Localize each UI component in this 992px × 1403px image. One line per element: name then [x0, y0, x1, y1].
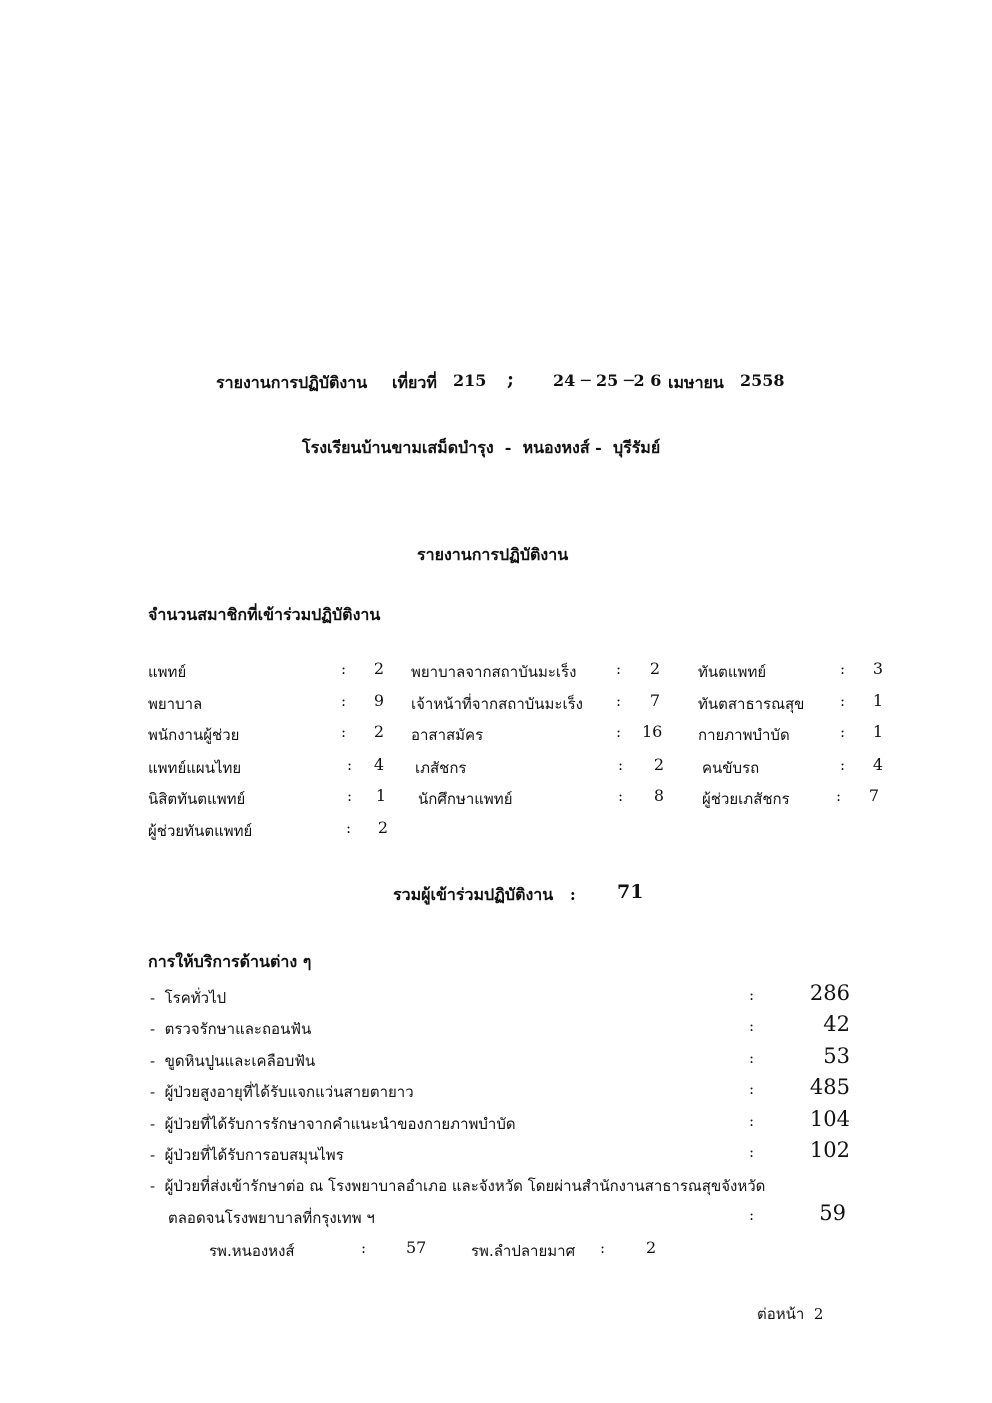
member-role-label: นิสิตทันตแพทย์ [148, 790, 246, 808]
service-item-colon: : [749, 1080, 755, 1098]
report-title: รายงานการปฏิบัติงาน [417, 545, 569, 564]
header-separator: ; [507, 368, 515, 390]
member-role-label: พนักงานผู้ช่วย [148, 726, 240, 744]
total-value: 71 [617, 881, 644, 903]
member-colon: : [836, 787, 842, 805]
service-item-colon: : [749, 1143, 755, 1161]
member-role-label: คนขับรถ [702, 759, 760, 777]
trip-year: 2558 [740, 371, 785, 390]
member-colon: : [346, 819, 352, 837]
member-count: 2 [373, 659, 384, 678]
member-colon: : [616, 692, 622, 710]
member-count: 8 [653, 786, 664, 805]
total-label: รวมผู้เข้าร่วมปฏิบัติงาน : [393, 885, 576, 904]
member-count: 9 [373, 691, 384, 710]
member-colon: : [347, 787, 353, 805]
page-continue-note: ต่อหน้า 2 [757, 1305, 824, 1323]
member-colon: : [618, 787, 624, 805]
service-item-colon: : [749, 1017, 755, 1035]
member-count: 1 [872, 722, 883, 741]
trip-month: เมษายน [668, 373, 724, 392]
service-item-label: - ตรวจรักษาและถอนฟัน [150, 1020, 312, 1038]
member-count: 2 [653, 755, 664, 774]
member-count: 2 [377, 818, 388, 837]
member-role-label: ทันตแพทย์ [698, 663, 767, 681]
service-item-label: - ผู้ป่วยที่ได้รับการอบสมุนไพร [150, 1146, 344, 1164]
member-role-label: นักศึกษาแพทย์ [418, 790, 513, 808]
member-role-label: กายภาพบำบัด [698, 726, 790, 744]
service-item-value: 485 [809, 1075, 850, 1099]
service-item-label: - ผู้ป่วยที่ได้รับการรักษาจากคำแนะนำของกายภาพบำบัด [150, 1115, 516, 1133]
service-item-value: 104 [809, 1107, 850, 1131]
member-count: 4 [872, 755, 883, 774]
service-item-label: - โรคทั่วไป [150, 989, 227, 1007]
member-colon: : [341, 660, 347, 678]
member-role-label: เจ้าหน้าที่จากสถาบันมะเร็ง [411, 695, 583, 713]
members-heading: จำนวนสมาชิกที่เข้าร่วมปฏิบัติงาน [148, 605, 381, 624]
service-item-value: 102 [809, 1138, 850, 1162]
trip-label: เที่ยวที่ [392, 373, 437, 392]
member-colon: : [616, 723, 622, 741]
trip-number: 215 [453, 371, 487, 390]
member-colon: : [341, 692, 347, 710]
member-role-label: แพทย์แผนไทย [148, 759, 242, 777]
member-role-label: พยาบาลจากสถาบันมะเร็ง [411, 663, 577, 681]
service-item-colon: : [749, 1049, 755, 1067]
member-count: 4 [373, 755, 384, 774]
service-item-colon: : [749, 1112, 755, 1130]
member-colon: : [341, 723, 347, 741]
member-role-label: พยาบาล [148, 695, 203, 713]
member-count: 1 [872, 691, 883, 710]
member-count: 7 [868, 786, 879, 805]
member-count: 16 [642, 722, 663, 741]
hospital-label: รพ.หนองหงส์ [209, 1242, 295, 1260]
hospital-colon: : [600, 1239, 606, 1257]
member-role-label: ทันตสาธารณสุข [698, 695, 805, 713]
member-colon: : [347, 756, 353, 774]
member-role-label: ผู้ช่วยทันตแพทย์ [148, 822, 253, 840]
member-role-label: อาสาสมัคร [411, 726, 484, 744]
service-item-label: - ผู้ป่วยสูงอายุที่ได้รับแจกแว่นสายตายาว [150, 1083, 414, 1101]
member-count: 2 [373, 722, 384, 741]
hospital-label: รพ.ลำปลายมาศ [471, 1242, 576, 1260]
service-item-value: 286 [809, 981, 850, 1005]
trip-dates: 24 ─ 25 ─2 6 [553, 371, 662, 390]
hospital-colon: : [361, 1239, 367, 1257]
member-colon: : [840, 756, 846, 774]
member-count: 7 [649, 691, 660, 710]
referral-line-2: ตลอดจนโรงพยาบาลที่กรุงเทพ ฯ [168, 1209, 375, 1227]
service-item-colon: : [749, 986, 755, 1004]
location-line: โรงเรียนบ้านขามเสม็ดบำรุง - หนองหงส์ - บุรีรัมย์ [302, 438, 661, 457]
referral-line-1: - ผู้ป่วยที่ส่งเข้ารักษาต่อ ณ โรงพยาบาลอำเภอ และจังหวัด โดยผ่านสำนักงานสาธารณสุขจังหวัด [150, 1177, 766, 1195]
services-heading: การให้บริการด้านต่าง ๆ [148, 952, 312, 971]
service-item-label: - ขูดหินปูนและเคลือบฟัน [150, 1052, 316, 1070]
member-role-label: แพทย์ [148, 663, 187, 681]
member-colon: : [840, 660, 846, 678]
member-colon: : [618, 756, 624, 774]
referral-colon: : [749, 1206, 755, 1224]
member-count: 3 [872, 659, 883, 678]
member-colon: : [616, 660, 622, 678]
service-item-value: 53 [823, 1044, 850, 1068]
member-count: 1 [375, 786, 386, 805]
hospital-value: 57 [406, 1238, 427, 1257]
member-colon: : [840, 692, 846, 710]
report-header-title: รายงานการปฏิบัติงาน [216, 373, 368, 392]
member-role-label: ผู้ช่วยเภสัชกร [702, 790, 790, 808]
member-colon: : [840, 723, 846, 741]
member-count: 2 [649, 659, 660, 678]
service-item-value: 42 [823, 1012, 850, 1036]
referral-value: 59 [819, 1201, 846, 1225]
hospital-value: 2 [646, 1238, 657, 1257]
member-role-label: เภสัชกร [415, 759, 467, 777]
